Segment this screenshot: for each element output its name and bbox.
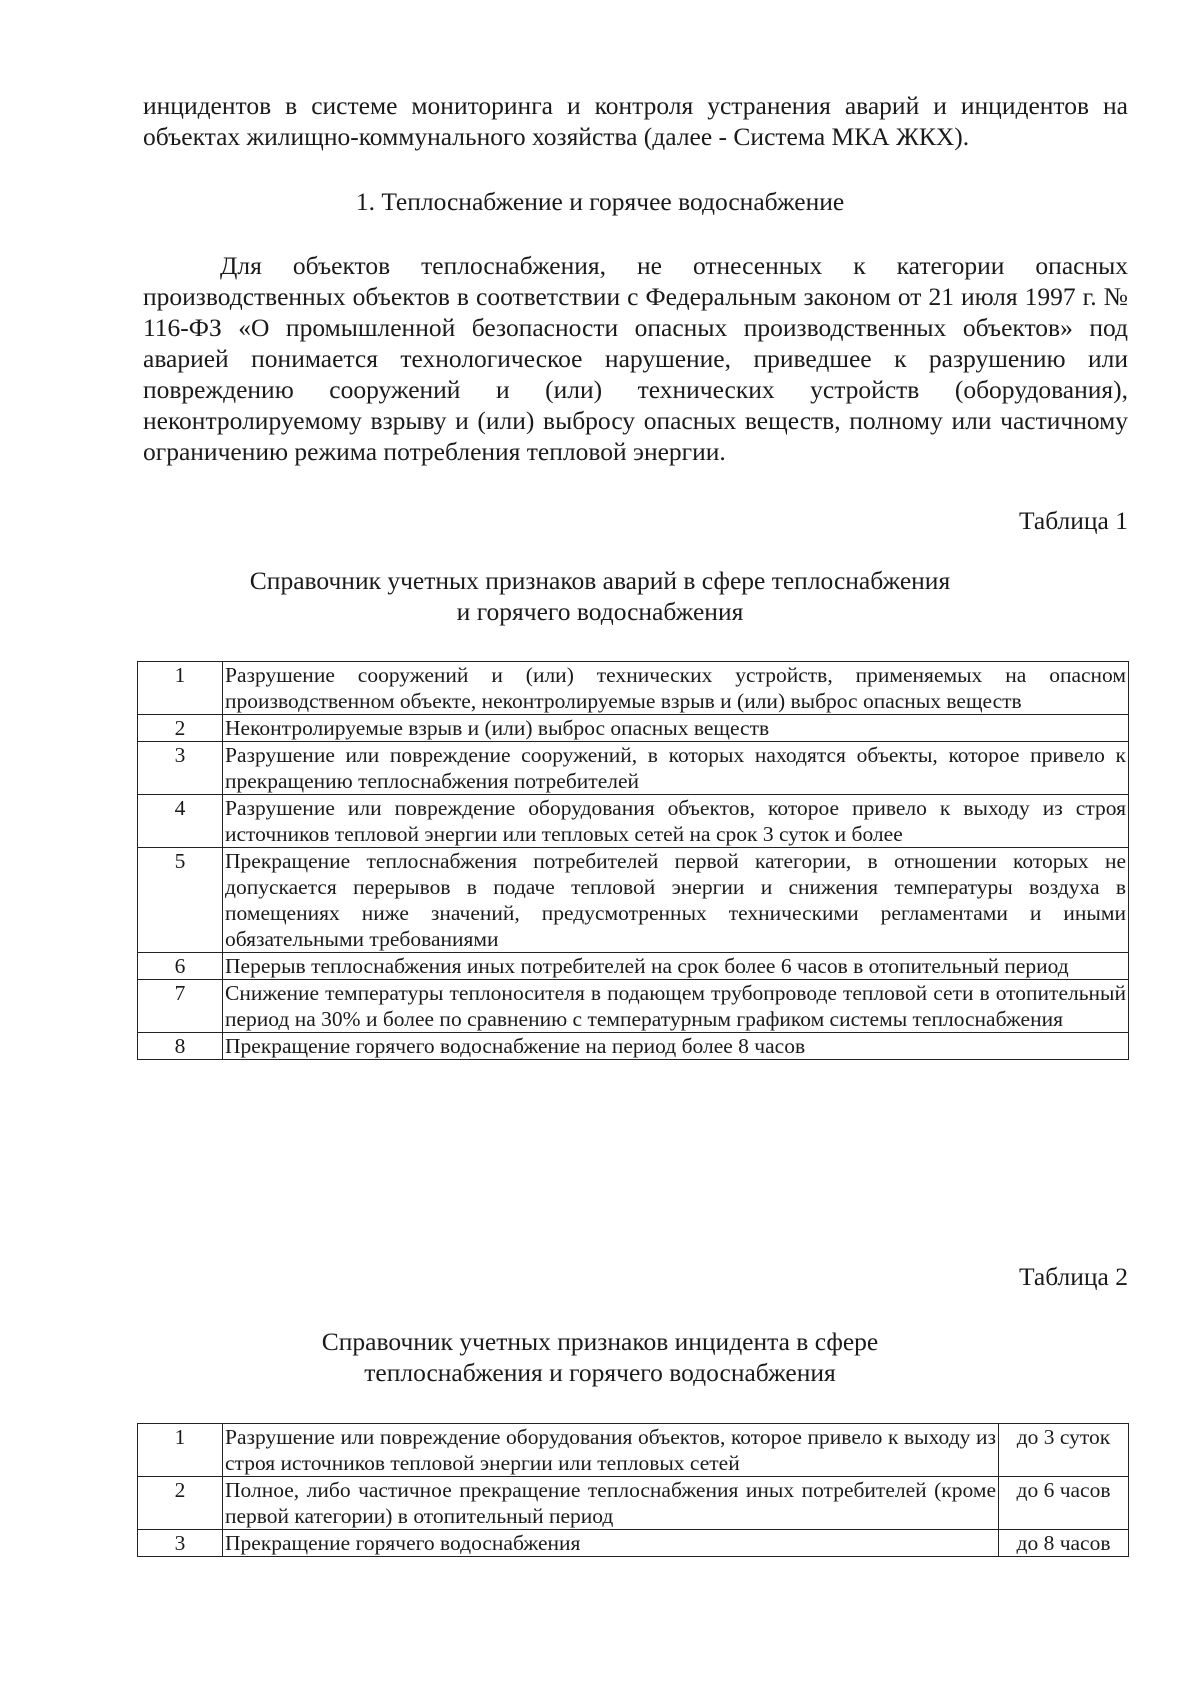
table2-title [0,1326,1200,1388]
table2-title-line1: Справочник учетных признаков инцидента в сфере [321,1327,879,1356]
table1-title-line1: Справочник учетных признаков аварий в сфере теплоснабжения [249,566,951,595]
table-row [138,1424,1129,1477]
table-row [138,715,1129,742]
row-text: Снижение температуры теплоносителя в подающем трубопроводе тепловой сети в отопительный период на 30% и более по сравнению с температурным графиком системы теплоснабжения [223,980,1129,1033]
table1-title-line2: и горячего водоснабжения [456,597,744,626]
row-text: Полное, либо частичное прекращение теплоснабжения иных потребителей (кроме первой категории) в отопительный период [223,1477,999,1530]
accident-criteria-table [137,661,1129,1060]
row-number: 2 [138,715,223,742]
table-row [138,1477,1129,1530]
row-text: Перерыв теплоснабжения иных потребителей на срок более 6 часов в отопительный период [223,953,1129,980]
row-number: 7 [138,980,223,1033]
row-text: Неконтролируемые взрыв и (или) выброс опасных веществ [223,715,1129,742]
incident-criteria-table [137,1423,1129,1557]
row-text: Разрушение сооружений и (или) технических устройств, применяемых на опасном производственном объекте, неконтролируемые взрыв и (или) выброс опасных веществ [223,662,1129,715]
table-row [138,742,1129,795]
row-number: 4 [138,795,223,848]
row-text: Прекращение теплоснабжения потребителей первой категории, в отношении которых не допускается перерывов в подаче тепловой энергии и снижения температуры воздуха в помещениях ниже значений, предусмотренных техническими регламентами и иными обязательными требованиями [223,848,1129,953]
row-number: 8 [138,1033,223,1060]
definition-paragraph: Для объектов теплоснабжения, не отнесенных к категории опасных производственных объектов в соответствии с Федеральным законом от 21 июля 1997 г. № 116-ФЗ «О промышленной безопасности опасных производственных объектов» под аварией понимается технологическое нарушение, приведшее к разрушению или повреждению сооружений и (или) технических устройств (оборудования), неконтролируемому взрыву и (или) выбросу опасных веществ, полному или частичному ограничению режима потребления тепловой энергии. [143,251,1128,466]
row-text: Разрушение или повреждение сооружений, в которых находятся объекты, которое привело к прекращению теплоснабжения потребителей [223,742,1129,795]
row-duration: до 3 суток [999,1424,1129,1477]
section-title: 1. Теплоснабжение и горячее водоснабжение [355,187,845,216]
table-row [138,795,1129,848]
table-row [138,953,1129,980]
table-row [138,1530,1129,1557]
row-number: 5 [138,848,223,953]
row-text: Прекращение горячего водоснабжение на период более 8 часов [223,1033,1129,1060]
row-text: Прекращение горячего водоснабжения [223,1530,999,1557]
row-number: 1 [138,662,223,715]
row-number: 1 [138,1424,223,1477]
intro-text: инцидентов в системе мониторинга и контроля устранения аварий и инцидентов на объектах жилищно-коммунального хозяйства (далее - Система МКА ЖКХ). [143,91,1128,151]
table2-title-line2: теплоснабжения и горячего водоснабжения [364,1358,836,1387]
row-duration: до 8 часов [999,1530,1129,1557]
table1-title [0,565,1200,627]
row-number: 3 [138,742,223,795]
table-row [138,662,1129,715]
table-row [138,980,1129,1033]
row-number: 3 [138,1530,223,1557]
row-number: 6 [138,953,223,980]
table2-label: Таблица 2 [1018,1262,1128,1291]
table-row [138,848,1129,953]
row-duration: до 6 часов [999,1477,1129,1530]
table-row [138,1033,1129,1060]
row-text: Разрушение или повреждение оборудования объектов, которое привело к выходу из строя источников тепловой энергии или тепловых сетей на срок 3 суток и более [223,795,1129,848]
table1-label: Таблица 1 [1018,506,1128,535]
row-text: Разрушение или повреждение оборудования объектов, которое привело к выходу из строя источников тепловой энергии или тепловых сетей [223,1424,999,1477]
row-number: 2 [138,1477,223,1530]
